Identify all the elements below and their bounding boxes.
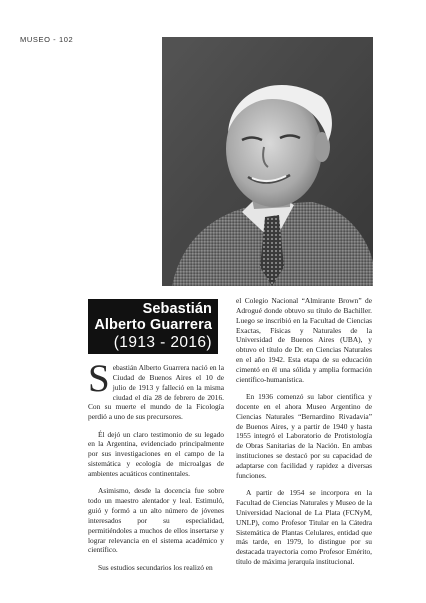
page-header: MUSEO - 102	[20, 35, 74, 44]
article-title: Sebastián Alberto Guarrera	[94, 301, 212, 333]
portrait-photo	[162, 37, 373, 286]
paragraph-la-plata: A partir de 1954 se incorpora en la Facultad de Ciencias Naturales y Museo de la Universidad Nacional de La Plata (FCNyM, UNLP), como Profesor Titular en la Cátedra Sistemática de Plantas Celulares, entidad que más tarde, en 1979, lo distingue por su destacada trayectoria como Profesor Emérito, título de máxima jerarquía institucional.	[236, 488, 372, 567]
title-box	[88, 299, 218, 354]
paragraph-studies-cont: el Colegio Nacional “Almirante Brown” de Adrogué donde obtuvo su título de Bachiller. Luego se inscribió en la Facultad de Ciencias Exactas, Físicas y Naturales de la Universidad de Buenos Aires (UBA), y obtuvo el título de Dr. en Ciencias Naturales en el año 1942. Esta etapa de su educación cimentó en él una sólida y amplia formación científico-humanística.	[236, 296, 372, 384]
life-years: (1913 - 2016)	[113, 334, 212, 351]
paragraph-teaching: Asimismo, desde la docencia fue sobre todo un maestro alentador y leal. Estimuló, guió y formó a un alto número de jóvenes interesados por su especialidad, permitiéndoles a muchos de ellos insertarse y lograr relevancia en el sistema académico y científico.	[88, 486, 224, 555]
left-column	[88, 357, 224, 573]
paragraph-intro	[88, 357, 224, 422]
paragraph-career: En 1936 comenzó su labor científica y docente en el ahora Museo Argentino de Ciencias Naturales “Bernardino Rivadavia” de Buenos Aires, y a partir de 1940 y hasta 1955 integró el Laboratorio de Protistología de Obras Sanitarias de la Nación. En ambas instituciones se destacó por su capacidad de adaptarse con facilidad y rapidez a diversas funciones.	[236, 392, 372, 480]
right-column	[236, 296, 372, 567]
paragraph-legacy: Él dejó un claro testimonio de su legado en la Argentina, evidenciado principalmente por sus investigaciones en el campo de la sistemática y ecología de microalgas de ambientes acuáticos continentales.	[88, 429, 224, 478]
paragraph-studies-start: Sus estudios secundarios los realizó en	[98, 562, 213, 572]
drop-cap: S	[88, 357, 110, 400]
paragraph-intro-text: ebastián Alberto Guarrera nació en la Ciudad de Buenos Aires el 10 de julio de 1913 y falleció en la misma ciudad el día 28 de febrero de 2016. Con su muerte el mundo de la Ficología perdió a uno de sus precursores.	[88, 363, 224, 422]
portrait-image	[162, 37, 373, 286]
